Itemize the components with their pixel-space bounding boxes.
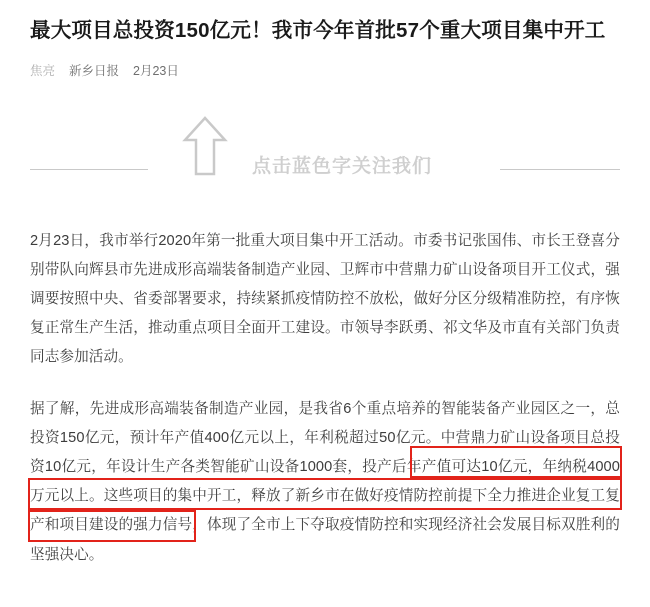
banner-caption: 点击蓝色字关注我们: [252, 155, 433, 177]
banner-divider-right: [500, 169, 620, 170]
article-meta: [30, 61, 620, 79]
article-paragraph: 据了解，先进成形高端装备制造产业园，是我省6个重点培养的智能装备产业园区之一，总投资150亿元，预计年产值400亿元以上，年利税超过50亿元。中营鼎力矿山设备项目总投资10亿元，年设计生产各类智能矿山设备1000套，投产后年产值可达10亿元，年纳税4000万元以上。这些项目的集中开工，释放了新乡市在做好疫情防控前提下全力推进企业复工复产和项目建设的强力信号，体现了全市上下夺取疫情防控和实现经济社会发展目标双胜利的坚强决心。: [30, 400, 620, 563]
meta-source[interactable]: 新乡日报: [69, 63, 120, 78]
banner-divider-left: [30, 169, 148, 170]
article-body: [30, 227, 620, 570]
page-title: 最大项目总投资150亿元！我市今年首批57个重大项目集中开工: [30, 19, 606, 42]
meta-author: 焦亮: [30, 63, 56, 78]
follow-us-banner: [30, 97, 620, 217]
article-paragraph: 2月23日，我市举行2020年第一批重大项目集中开工活动。市委书记张国伟、市长王登喜分别带队向辉县市先进成形高端装备制造产业园、卫辉市中营鼎力矿山设备项目开工仪式，强调要按照中央、省委部署要求，持续紧抓疫情防控不放松，做好分区分级精准防控，有序恢复正常生产生活，推动重点项目全面开工建设。市领导李跃勇、祁文华及市直有关部门负责同志参加活动。: [30, 232, 620, 366]
up-arrow-icon: [182, 115, 228, 177]
meta-date: 2月23日: [133, 63, 179, 78]
